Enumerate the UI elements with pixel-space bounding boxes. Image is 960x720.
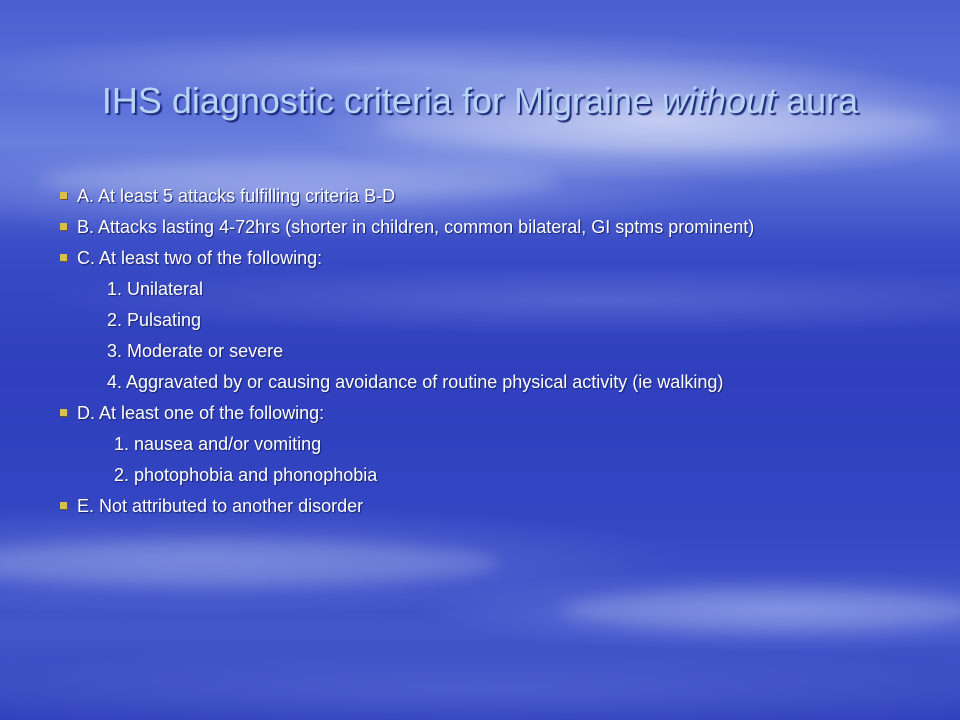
sub-item — [60, 336, 940, 367]
sub-item — [60, 460, 940, 491]
slide-title — [0, 80, 960, 122]
criterion-c — [60, 243, 940, 274]
criterion-text: A. At least 5 attacks fulfilling criteria B-D — [77, 186, 396, 206]
sub-item-text: 2. photophobia and phonophobia — [114, 465, 378, 485]
criterion-text: E. Not attributed to another disorder — [77, 496, 364, 516]
sub-item — [60, 367, 940, 398]
criterion-d — [60, 398, 940, 429]
criterion-a — [60, 181, 940, 212]
criterion-text: B. Attacks lasting 4-72hrs (shorter in children, common bilateral, GI sptms prominent) — [77, 217, 755, 237]
square-bullet-icon — [60, 223, 67, 230]
square-bullet-icon — [60, 254, 67, 261]
cloud-streak — [0, 540, 500, 586]
cloud-streak — [560, 590, 960, 630]
sub-item-text: 4. Aggravated by or causing avoidance of routine physical activity (ie walking) — [107, 372, 724, 392]
criterion-b — [60, 212, 940, 243]
sub-item — [60, 305, 940, 336]
title-emphasis: without — [662, 80, 777, 121]
sub-item — [60, 429, 940, 460]
criterion-e — [60, 491, 940, 522]
square-bullet-icon — [60, 502, 67, 509]
sub-item-text: 1. nausea and/or vomiting — [114, 434, 322, 454]
title-text-end: aura — [776, 80, 859, 121]
criterion-text: D. At least one of the following: — [77, 403, 325, 423]
criteria-list — [60, 181, 940, 522]
criterion-text: C. At least two of the following: — [77, 248, 323, 268]
square-bullet-icon — [60, 192, 67, 199]
sub-item-text: 3. Moderate or severe — [107, 341, 284, 361]
square-bullet-icon — [60, 409, 67, 416]
sub-item — [60, 274, 940, 305]
sub-item-text: 1. Unilateral — [107, 279, 204, 299]
title-text: IHS diagnostic criteria for Migraine — [101, 80, 663, 121]
sub-item-text: 2. Pulsating — [107, 310, 202, 330]
